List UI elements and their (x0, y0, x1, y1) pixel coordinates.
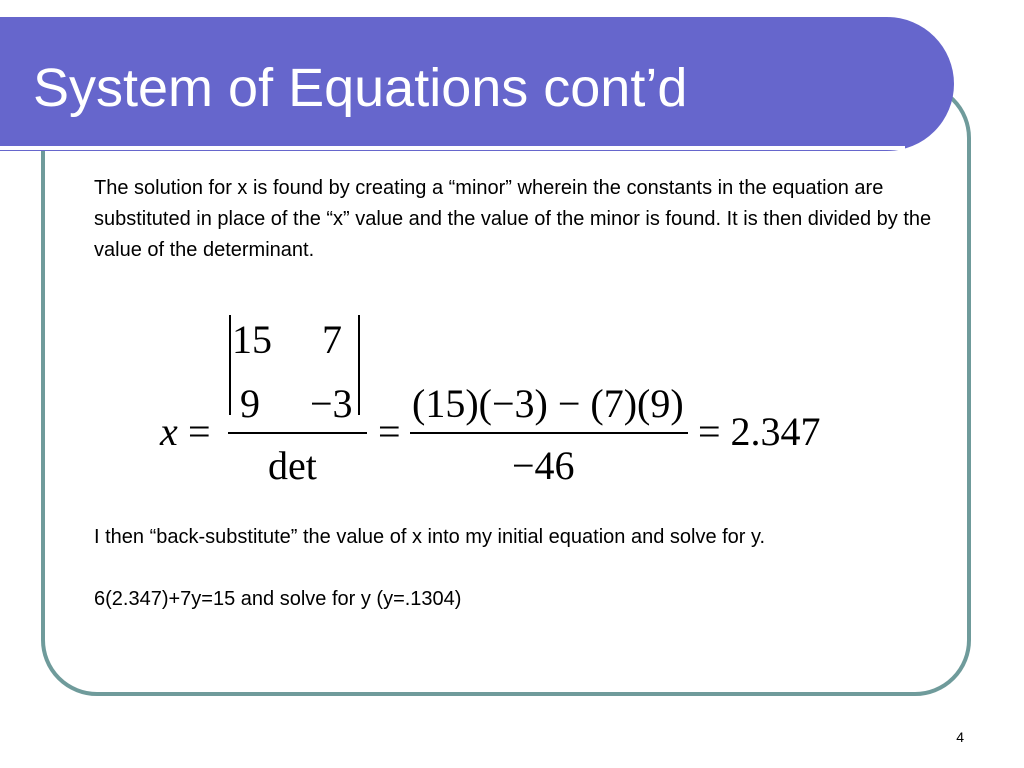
equation-result: = 2.347 (698, 409, 821, 454)
equation-equals-2: = (378, 409, 401, 454)
matrix-cell-1-2: 7 (322, 317, 342, 362)
matrix-cell-2-1: 9 (240, 381, 260, 426)
slide-title: System of Equations cont’d (33, 58, 688, 118)
matrix-cell-1-1: 15 (232, 317, 272, 362)
title-underline (0, 146, 905, 150)
intro-paragraph: The solution for x is found by creating a “minor” wherein the constants in the equation are substituted in place of the “x” value and the value of the minor is found. It is then divided by the value of the determinant. (94, 177, 932, 261)
back-substitute-paragraph: I then “back-substitute” the value of x into my initial equation and solve for y. (94, 526, 766, 548)
equation-variable: x (160, 409, 178, 454)
solve-paragraph: 6(2.347)+7y=15 and solve for y (y=.1304) (94, 588, 462, 610)
page-number: 4 (956, 729, 964, 745)
equation-equals-1: = (188, 409, 211, 454)
equation-denominator-value: −46 (512, 443, 575, 488)
title-bar (0, 17, 954, 151)
equation-det: det (268, 443, 317, 488)
equation-numerator-expansion: (15)(−3) − (7)(9) (412, 381, 684, 426)
matrix-cell-2-2: −3 (310, 381, 353, 426)
cramer-equation (150, 305, 850, 495)
